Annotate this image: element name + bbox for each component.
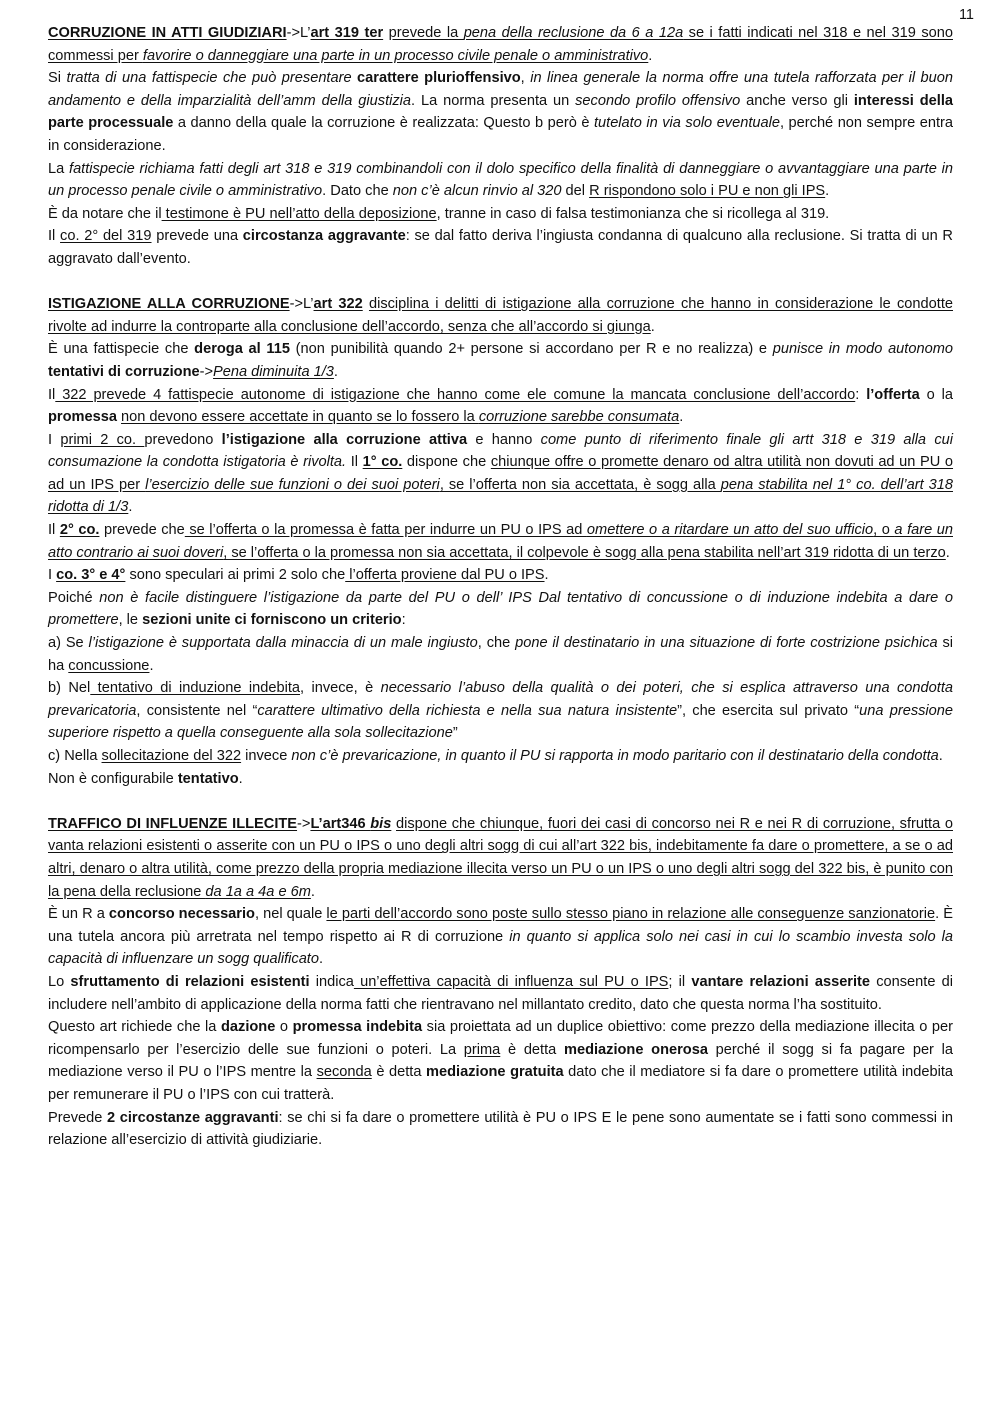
text-run: . (650, 318, 655, 335)
text-run: art 322 (313, 296, 363, 313)
text-run: ”, che esercita sul privato “ (677, 702, 860, 719)
text-run: favorire o danneggiare una parte in un processo civile penale o amministrativo (142, 47, 649, 64)
text-run: vantare relazioni asserite (691, 973, 871, 990)
text-run: . (544, 567, 549, 584)
paragraph (48, 1107, 953, 1152)
text-run: e hanno (467, 431, 541, 448)
text-run: c) Nella (48, 748, 102, 764)
text-run: . (333, 363, 338, 380)
text-run: concussione (68, 657, 150, 674)
text-run: , invece, è (300, 680, 381, 697)
text-run: le parti dell’accordo sono poste sullo stesso piano in relazione alle conseguenze sanzionatorie (326, 906, 936, 923)
text-run: sia proiettata ad un duplice obiettivo: come prezzo della mediazione illecita o per ricompensarlo per l’esercizio delle sue funzioni o poteri. La (48, 1019, 953, 1058)
text-run: se i fatti indicati nel 318 e nel 319 sono commessi per (48, 25, 953, 64)
text-run: , tranne in caso di falsa testimonianza che si ricollega al 319. (436, 205, 830, 222)
text-run: L’art346 (310, 815, 371, 832)
text-run: secondo profilo offensivo (575, 92, 741, 109)
text-run: . La norma presenta un (411, 92, 576, 109)
text-run: corruzione sarebbe consumata (478, 409, 680, 426)
text-run: prevede la (388, 25, 464, 41)
text-run: prima (463, 1041, 501, 1058)
text-run: a fare un atto contrario ai suoi doveri (48, 522, 953, 561)
text-run: pena della reclusione da 6 a 12a (463, 25, 684, 41)
text-run: l’offerta proviene dal PU o IPS (345, 567, 545, 584)
text-run: : se chi si fa dare o promettere utilità è PU o IPS E le pene sono aumentate se i fatti sono commessi in relazione all’esercizio di attività giudiziarie. (48, 1109, 953, 1149)
text-run: se l’offerta o la promessa è fatta per indurre un PU o IPS ad (184, 522, 587, 539)
text-run: promessa (48, 409, 117, 426)
paragraph (48, 429, 953, 519)
text-run: ; il (668, 973, 692, 990)
text-run: è detta (371, 1064, 427, 1081)
text-run: sono speculari ai primi 2 solo che (125, 567, 346, 584)
paragraph (48, 768, 953, 791)
paragraph (48, 971, 953, 1016)
text-run: tentativo (177, 770, 239, 787)
paragraph (48, 813, 953, 903)
paragraph-spacer (48, 790, 953, 813)
text-run: . (679, 409, 684, 426)
paragraph (48, 677, 953, 745)
text-run: seconda (316, 1064, 372, 1081)
paragraph (48, 587, 953, 632)
page-number: 11 (958, 7, 974, 23)
text-run: , (520, 70, 531, 87)
text-run: perché il sogg si fa pagare per la mediazione verso il PU o l’IPS mentre la (48, 1041, 953, 1081)
text-run: dazione (221, 1019, 276, 1036)
text-run: Questo art richiede che la (48, 1019, 221, 1036)
text-run: anche verso gli (740, 92, 854, 109)
text-run: tratta di una fattispecie che può presentare (66, 70, 352, 87)
text-run: , se l’offerta non sia accettata, è sogg alla (439, 476, 721, 493)
text-run: : (855, 386, 867, 403)
text-run: . Dato che (322, 183, 393, 200)
text-run: in quanto si applica solo nei casi in cui lo scambio investa solo la capacità di influenzare un sogg qualificato (48, 928, 953, 968)
text-run: 322 prevede 4 fattispecie autonome di istigazione che hanno come ele comune la mancata conclusione dell’accordo (55, 386, 856, 403)
text-run: carattere plurioffensivo (357, 70, 521, 87)
text-run: dispone che (402, 454, 491, 471)
text-run: : se dal fatto deriva l’ingiusta condanna di qualcuno alla reclusione. Si tratta di un R aggravato dall’evento. (48, 228, 953, 267)
text-run: ->L’ (289, 296, 314, 313)
paragraph (48, 338, 953, 383)
paragraph (48, 745, 953, 768)
text-run: , che (477, 635, 516, 652)
text-run: non c’è prevaricazione, in quanto il PU si rapporta in modo paritario con il destinatario della condotta (291, 748, 939, 764)
text-run: . È una tutela ancora più arretrata nel tempo rispetto ai R di corruzione (48, 906, 953, 945)
text-run: Poiché (48, 589, 100, 606)
text-run: Prevede (48, 1109, 107, 1126)
text-run: in linea generale la norma offre una tutela rafforzata per il buon andamento e della imparzialità dell’amm della giustizia (48, 70, 954, 109)
text-run: tentativo di induzione indebita (90, 680, 301, 697)
text-run: , consistente nel “ (136, 702, 258, 719)
text-run: prevede che (99, 522, 185, 539)
text-run: . (938, 748, 943, 764)
text-run: -> (199, 363, 214, 380)
text-run: R rispondono solo i PU e non gli IPS (589, 183, 826, 200)
text-run: l’istigazione è supportata dalla minaccia di un male ingiusto (88, 635, 478, 652)
text-run: (non punibilità quando 2+ persone si accordano per R e no realizza) e (289, 341, 773, 358)
text-run: . (128, 499, 133, 516)
text-run: dispone che chiunque, fuori dei casi di concorso nei R e nei R di corruzione, sfrutta o vanta relazioni esistenti o asserite con un PU o IPS o uno degli altri sogg di cui all’art 322 bis, indebitamente fa dare o promettere, a se o ad altri, denaro o altra utilità, come prezzo della propria mediazione illecita verso un PU o un IPS o uno degli altri sogg del 322 bis, è punito con la pena della reclusione (48, 815, 953, 900)
text-run: I (48, 567, 57, 584)
document-body (48, 22, 953, 1152)
text-run: prevede una (151, 228, 243, 245)
paragraph (48, 22, 953, 67)
text-run: : (401, 612, 406, 629)
text-run: a) Se (48, 635, 89, 652)
paragraph (48, 203, 953, 226)
text-run: ” (452, 725, 458, 742)
paragraph (48, 158, 953, 203)
text-run: Lo (48, 973, 71, 990)
text-run: . (318, 951, 324, 968)
text-run: testimone è PU nell’atto della deposizione (161, 205, 437, 222)
text-run: Il (48, 522, 60, 539)
text-run: , le (118, 612, 143, 629)
text-run: ->L’ (286, 25, 311, 41)
text-run: consente di includere nell’ambito di applicazione della norma fatti che rientravano nel millantato credito, dato che questa norma l’ha sostituito. (48, 973, 953, 1013)
text-run: l’offerta (866, 386, 920, 403)
paragraph (48, 1016, 953, 1106)
text-run: l’istigazione alla corruzione attiva (221, 431, 468, 448)
text-run: È un R a (48, 906, 109, 923)
text-run: non è facile distinguere l’istigazione da parte del PU o dell’ IPS Dal tentativo di concussione o di induzione indebita a dare o promettere (48, 589, 953, 629)
text-run: pone il destinatario in una situazione di forte costrizione psichica (515, 635, 938, 652)
text-run: punisce in modo autonomo (772, 341, 953, 358)
text-run: art 319 ter (310, 25, 384, 41)
text-run: , se l’offerta o la promessa non sia accettata, il colpevole è sogg alla pena stabilita nell’art 319 ridotta di un terzo (223, 544, 946, 561)
text-run: mediazione gratuita (426, 1064, 564, 1081)
text-run: Il (346, 454, 363, 471)
paragraph (48, 519, 953, 564)
text-run: Si (48, 70, 67, 87)
text-run: La (48, 160, 70, 177)
text-run: Pena diminuita 1/3 (213, 363, 334, 380)
paragraph (48, 384, 953, 429)
paragraph-spacer (48, 271, 953, 294)
text-run: si ha (48, 635, 953, 674)
text-run: primi 2 co. (60, 431, 145, 448)
text-run: deroga al 115 (194, 341, 290, 358)
text-run: carattere ultimativo della richiesta e nella sua natura insistente (257, 702, 678, 719)
text-run: prevedono (144, 431, 222, 448)
text-run: . (310, 883, 315, 900)
text-run: sfruttamento di relazioni esistenti (70, 973, 310, 990)
text-run: omettere o a ritardare un atto del suo ufficio (586, 522, 874, 539)
text-run: . (825, 183, 830, 200)
text-run: da 1a a 4a e 6m (205, 883, 311, 900)
text-run: , o (873, 522, 895, 539)
text-run: concorso necessario (108, 906, 255, 923)
text-run: È da notare che il (48, 205, 162, 222)
text-run: disciplina i delitti di istigazione alla corruzione che hanno in considerazione le condotte rivolte ad indurre la controparte alla conclusione dell’accordo, senza che all’accordo si giunga (48, 296, 953, 335)
text-run: Il (48, 386, 56, 403)
text-run: chiunque offre o promette denaro od altra utilità non dovuti ad un PU o ad un IPS per (48, 454, 954, 493)
text-run: . (648, 47, 653, 64)
paragraph (48, 293, 953, 338)
text-run: tutelato in via solo eventuale (593, 115, 780, 132)
text-run: mediazione onerosa (563, 1041, 708, 1058)
text-run: bis (370, 815, 392, 832)
text-run: interessi della parte processuale (48, 92, 953, 132)
paragraph (48, 903, 953, 971)
text-run: un’effettiva capacità di influenza sul PU o IPS (353, 973, 669, 990)
text-run: 1° co. (362, 454, 403, 471)
text-run: indica (309, 973, 354, 990)
text-run: È una fattispecie che (48, 341, 195, 358)
text-run: o la (919, 386, 953, 403)
text-run: come punto di riferimento finale gli artt 318 e 319 alla cui consumazione la condotta istigatoria è rivolta. (48, 431, 953, 471)
text-run: non devono essere accettate in quanto se lo fossero la (121, 409, 479, 426)
text-run: a danno della quale la corruzione è realizzata: Questo b però è (173, 115, 594, 132)
text-run: I (48, 431, 61, 448)
text-run: è detta (500, 1041, 564, 1058)
paragraph (48, 564, 953, 587)
text-run: necessario l’abuso della qualità o dei poteri, che si esplica attraverso una condotta prevaricatoria (48, 680, 953, 719)
text-run: 2 circostanze aggravanti (107, 1109, 279, 1126)
text-run: una pressione superiore rispetto a quella conseguente alla sola sollecitazione (48, 702, 954, 742)
text-run: pena stabilita nel 1° co. dell’art 318 ridotta di 1/3 (48, 476, 953, 516)
text-run: sollecitazione del 322 (101, 748, 242, 764)
text-run: del (561, 183, 590, 200)
text-run: dato che il mediatore si fa dare o promettere utilità indebita per remunerare il PU o l’IPS con cui tratterà. (48, 1064, 953, 1103)
text-run: CORRUZIONE IN ATTI GIUDIZIARI (48, 25, 287, 41)
text-run: . (238, 770, 243, 787)
text-run: ISTIGAZIONE ALLA CORRUZIONE (48, 296, 290, 313)
paragraph (48, 632, 953, 677)
text-run: Il (48, 228, 61, 245)
text-run: non c’è alcun rinvio al 320 (392, 183, 562, 200)
text-run: fattispecie richiama fatti degli art 318 e 319 combinandoli con il dolo specifico della finalità di danneggiare o avvantaggiare una parte in un processo penale civile o amministrativo (48, 160, 953, 200)
text-run: promessa indebita (292, 1019, 423, 1036)
text-run: tentativi di corruzione (48, 363, 200, 380)
text-run: . (149, 657, 154, 674)
text-run: , nel quale (254, 906, 327, 923)
text-run: circostanza aggravante (242, 228, 406, 245)
text-run: sezioni unite ci forniscono un criterio (142, 612, 402, 629)
text-run: 2° co. (59, 522, 100, 539)
text-run: l’esercizio delle sue funzioni o dei suoi poteri (145, 476, 440, 493)
text-run: , perché non sempre entra in considerazione. (48, 115, 954, 154)
text-run: . (945, 544, 950, 561)
text-run: co. 3° e 4° (56, 567, 126, 584)
text-run: Non è configurabile (48, 770, 178, 787)
text-run: o (275, 1019, 293, 1036)
text-run: co. 2° del 319 (60, 228, 152, 245)
paragraph (48, 67, 953, 157)
text-run: b) Nel (48, 680, 91, 697)
text-run: invece (241, 748, 292, 764)
text-run: -> (297, 815, 311, 832)
text-run: TRAFFICO DI INFLUENZE ILLECITE (48, 815, 298, 832)
paragraph (48, 225, 953, 270)
